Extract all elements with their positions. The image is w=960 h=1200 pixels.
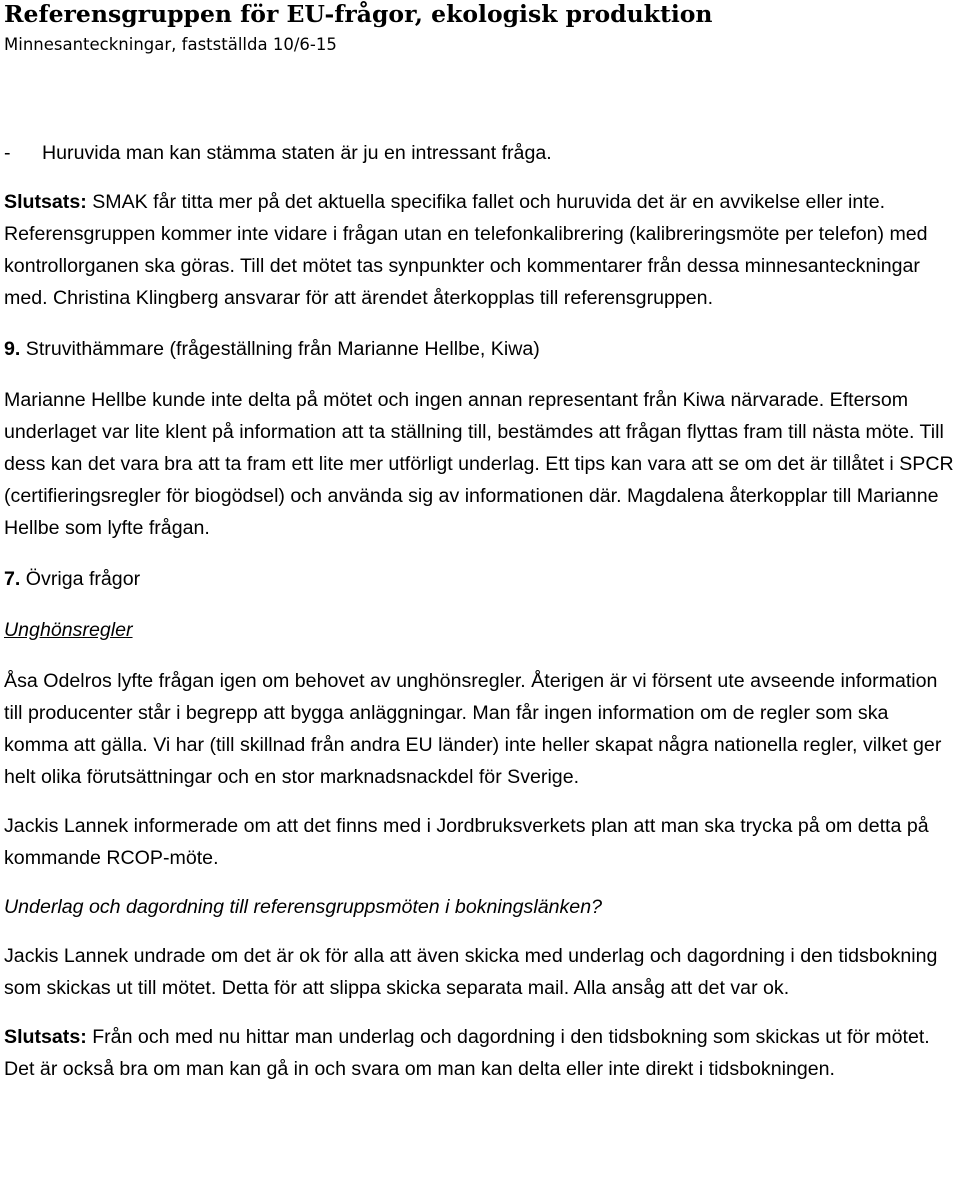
section-number: 7. <box>4 568 21 590</box>
section-title: Övriga frågor <box>20 568 141 590</box>
section-number: 9. <box>4 338 21 360</box>
unghonsregler-paragraph-1: Åsa Odelros lyfte frågan igen om behovet av unghönsregler. Återigen är vi försent ute avseende information till producenter står i begrepp att bygga anläggningar. Man får ingen information om de regler som ska komma att gälla. Vi har (till skillnad från andra EU länder) inte heller skapat några nationella regler, vilket ger helt olika förutsättningar och en stor marknadsnackdel för Sverige. <box>4 670 942 788</box>
section-9-paragraph: Marianne Hellbe kunde inte delta på mötet och ingen annan representant från Kiwa närvarade. Eftersom underlaget var lite klent på information att ta ställning till, bestämdes att frågan flyttas fram till nästa möte. Till dess kan det vara bra att ta fram ett lite mer utförligt underlag. Ett tips kan vara att se om det är tillåtet i SPCR (certifieringsregler för biogödsel) och använda sig av informationen där. Magdalena återkopplar till Marianne Hellbe som lyfte frågan. <box>4 389 954 539</box>
unghonsregler-paragraph-2: Jackis Lannek informerade om att det finns med i Jordbruksverkets plan att man ska trycka på om detta på kommande RCOP-möte. <box>4 815 929 869</box>
conclusion-label: Slutsats: <box>4 191 87 213</box>
subheading-unghonsregler: Unghönsregler <box>4 619 133 641</box>
document-subtitle: Minnesanteckningar, fastställda 10/6-15 <box>4 35 337 54</box>
conclusion-paragraph-2 <box>4 1021 956 1085</box>
conclusion-paragraph-1 <box>4 186 956 314</box>
dash-bullet: - <box>4 142 11 164</box>
subheading-underlag: Underlag och dagordning till referensgruppsmöten i bokningslänken? <box>4 896 602 918</box>
section-title: Struvithämmare (frågeställning från Marianne Hellbe, Kiwa) <box>20 338 540 360</box>
section-heading-9 <box>4 333 956 365</box>
conclusion-label: Slutsats: <box>4 1026 87 1048</box>
section-heading-7 <box>4 563 956 595</box>
document-body <box>4 137 956 1085</box>
dash-list-item-text: Huruvida man kan stämma staten är ju en intressant fråga. <box>42 142 552 164</box>
document-title: Referensgruppen för EU-frågor, ekologisk produktion <box>4 0 713 28</box>
dash-list-item <box>4 137 956 169</box>
document-header <box>4 0 954 56</box>
underlag-paragraph: Jackis Lannek undrade om det är ok för alla att även skicka med underlag och dagordning i den tidsbokning som skickas ut till mötet. Detta för att slippa skicka separata mail. Alla ansåg att det var ok. <box>4 945 938 999</box>
conclusion-text: Från och med nu hittar man underlag och dagordning i den tidsbokning som skickas ut för mötet. Det är också bra om man kan gå in och svara om man kan delta eller inte direkt i tidsbokningen. <box>4 1026 930 1080</box>
conclusion-text: SMAK får titta mer på det aktuella specifika fallet och huruvida det är en avvikelse eller inte. Referensgruppen kommer inte vidare i frågan utan en telefonkalibrering (kalibreringsmöte per telefon) med kontrollorganen ska göras. Till det mötet tas synpunkter och kommentarer från dessa minnesanteckningar med. Christina Klingberg ansvarar för att ärendet återkopplas till referensgruppen. <box>4 191 928 309</box>
